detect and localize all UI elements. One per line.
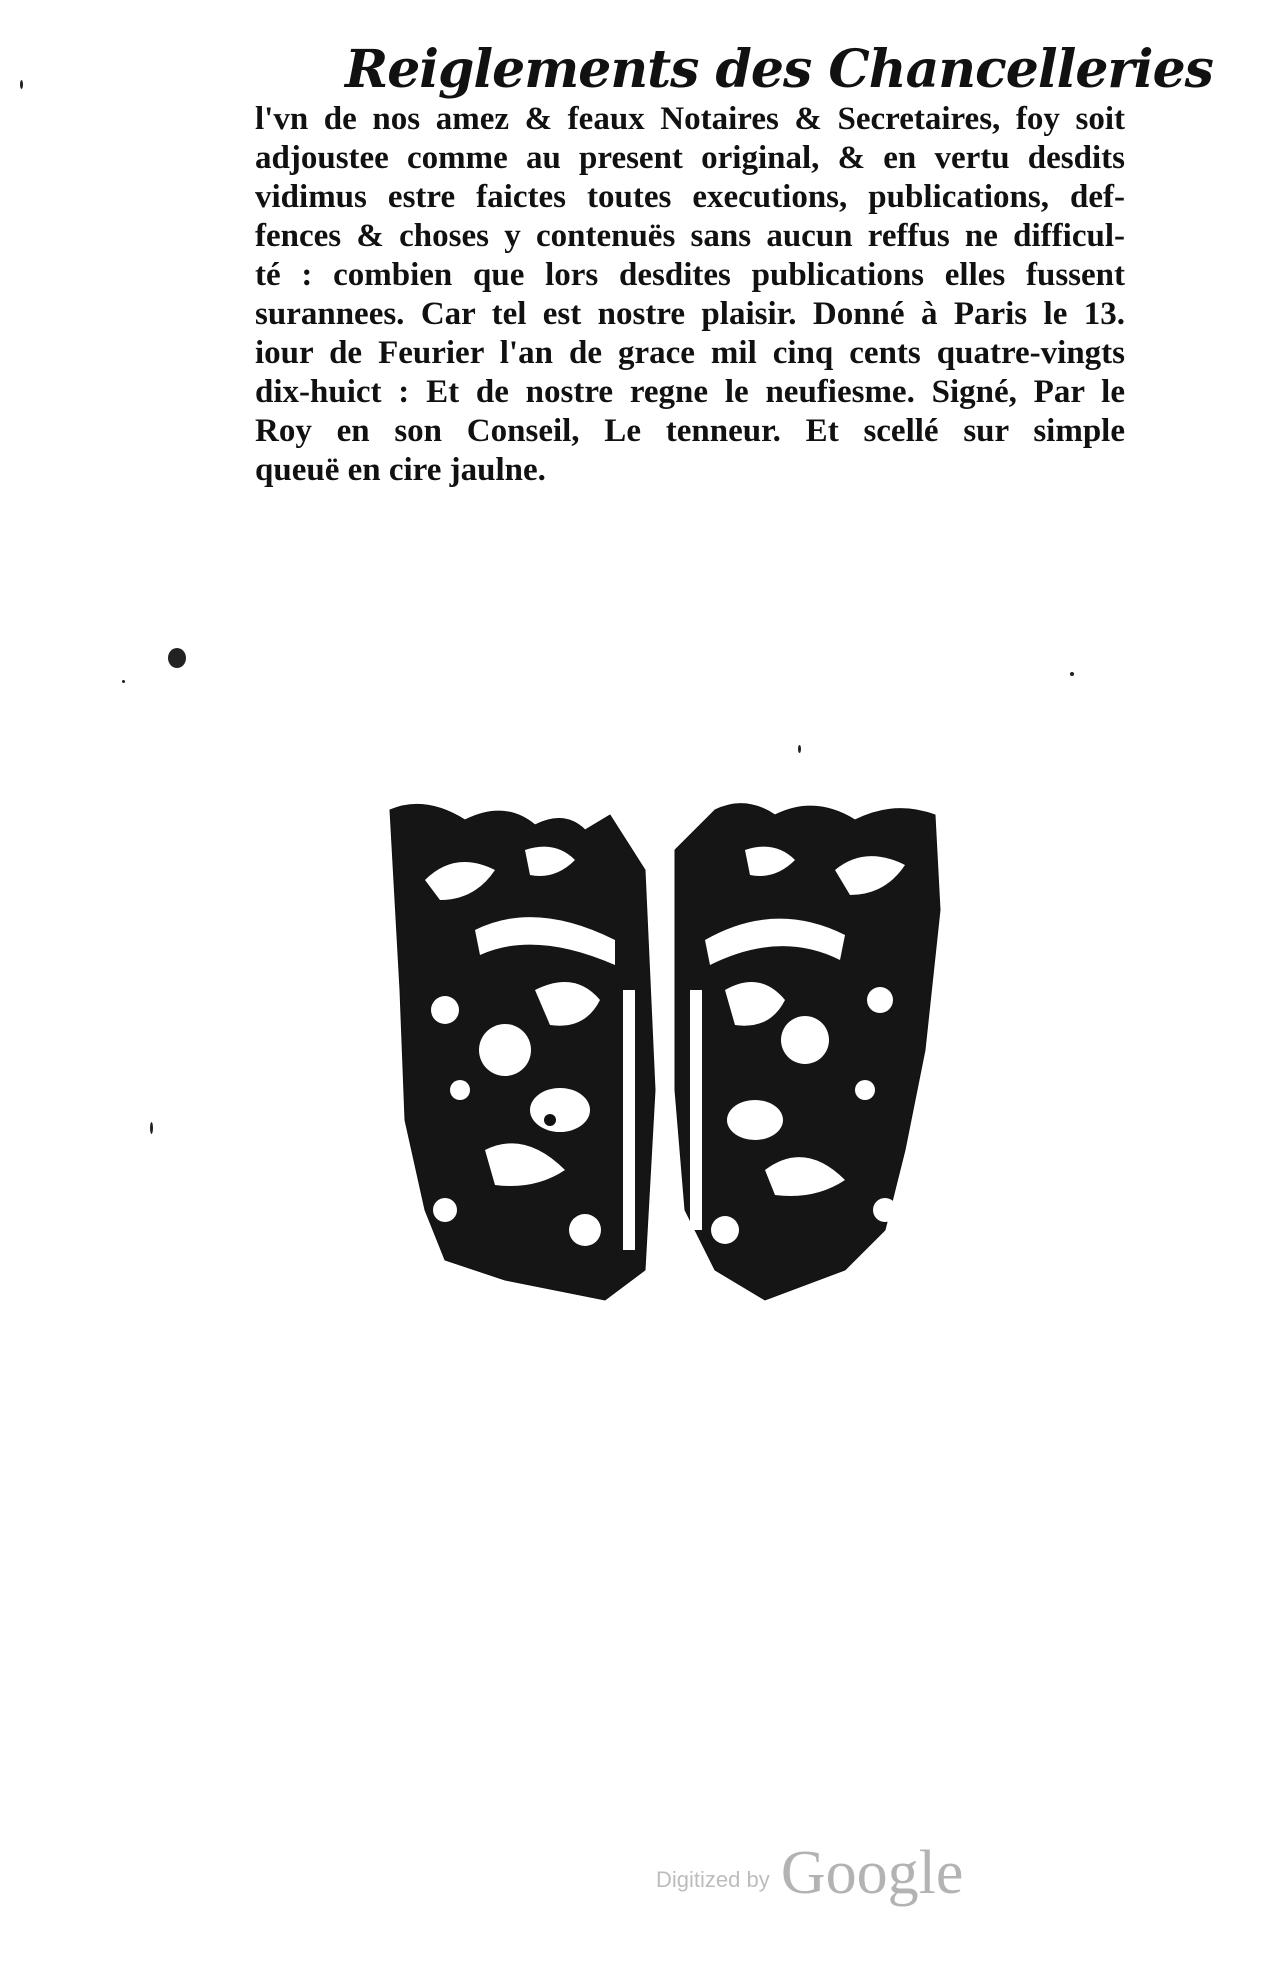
woodcut-ornament-icon xyxy=(385,790,945,1310)
ink-speck xyxy=(20,80,23,89)
text-line: fences & choses y contenuës sans aucun reffus ne difficul- xyxy=(255,218,1125,254)
running-head: Reiglements des Chancelleries xyxy=(345,39,1213,100)
text-line: Roy en son Conseil, Le tenneur. Et scellé sur simple xyxy=(255,413,1125,449)
body-text xyxy=(255,100,1125,490)
text-line: iour de Feurier l'an de grace mil cinq cents quatre-vingts xyxy=(255,335,1125,371)
watermark-brand: Google xyxy=(780,1839,964,1907)
ink-speck xyxy=(150,1122,153,1134)
ink-speck xyxy=(1070,672,1074,676)
ink-speck xyxy=(168,648,186,668)
text-line: l'vn de nos amez & feaux Notaires & Secretaires, foy soit xyxy=(255,101,1125,137)
text-line: té : combien que lors desdites publications elles fussent xyxy=(255,257,1125,293)
text-line: surannees. Car tel est nostre plaisir. Donné à Paris le 13. xyxy=(255,296,1125,332)
text-line: dix-huict : Et de nostre regne le neufiesme. Signé, Par le xyxy=(255,374,1125,410)
ink-speck xyxy=(798,745,801,753)
text-line: queuë en cire jaulne. xyxy=(255,452,546,488)
watermark-prefix: Digitized by xyxy=(656,1867,770,1892)
digitized-by-google-watermark xyxy=(656,1838,963,1908)
text-line: adjoustee comme au present original, & en vertu desdits xyxy=(255,140,1125,176)
ink-speck xyxy=(122,680,125,683)
text-line: vidimus estre faictes toutes executions, publications, def- xyxy=(255,179,1125,215)
